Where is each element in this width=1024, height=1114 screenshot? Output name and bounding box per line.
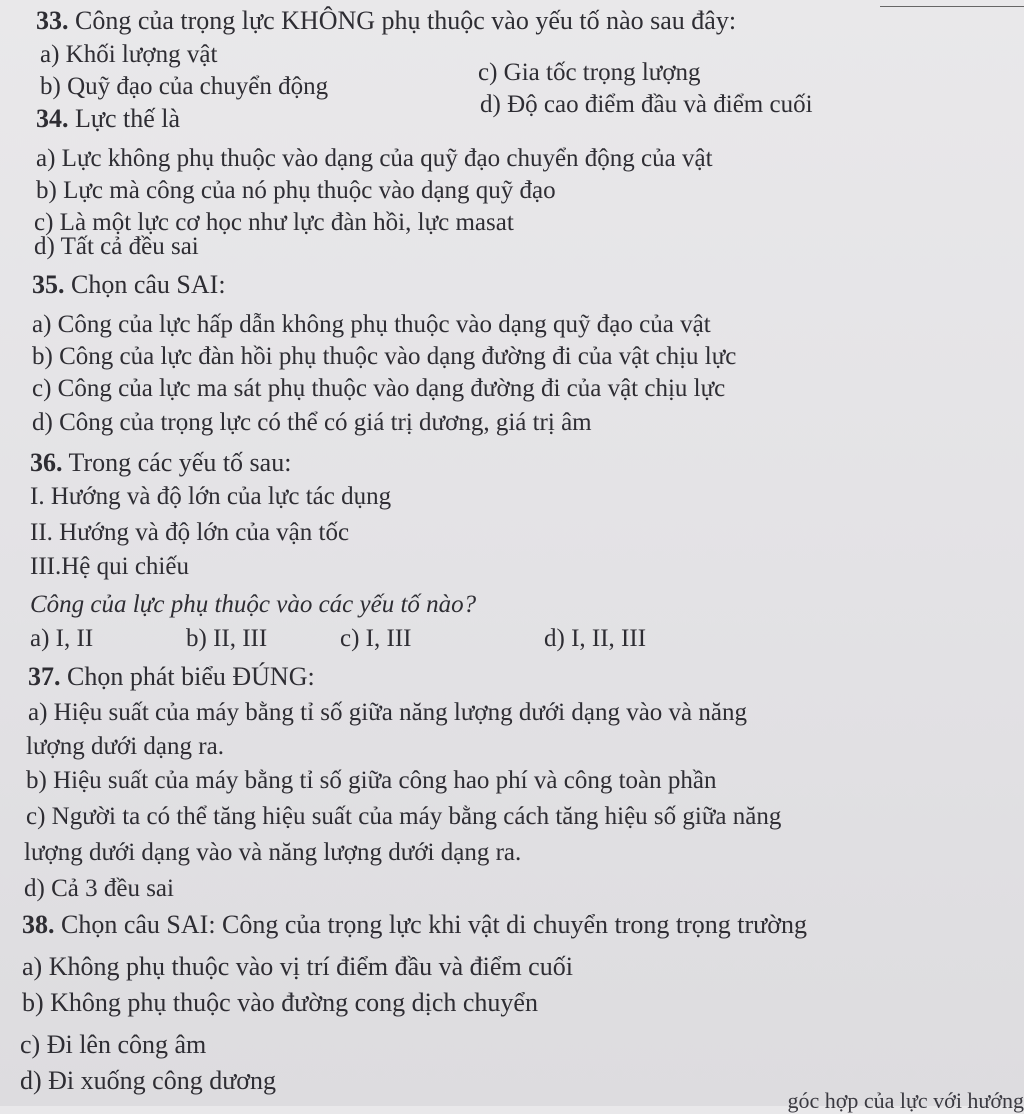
- q38-option-a: a) Không phụ thuộc vào vị trí điểm đầu và điểm cuối: [22, 952, 573, 981]
- q37-option-c-line1: c) Người ta có thể tăng hiệu suất của máy bằng cách tăng hiệu số giữa năng: [26, 803, 782, 830]
- q35-stem: 35. Chọn câu SAI:: [32, 270, 226, 299]
- q34-option-d: d) Tất cả đều sai: [34, 233, 199, 260]
- q35-option-a: a) Công của lực hấp dẫn không phụ thuộc vào dạng quỹ đạo của vật: [32, 311, 711, 338]
- q37-option-c-line2: lượng dưới dạng vào và năng lượng dưới dạng ra.: [24, 839, 522, 866]
- q38-stem: 38. Chọn câu SAI: Công của trọng lực khi vật di chuyển trong trọng trường: [22, 910, 807, 939]
- q36-option-a: a) I, II: [30, 625, 94, 652]
- q36-option-c: c) I, III: [340, 625, 412, 652]
- q33-option-b: b) Quỹ đạo của chuyển động: [40, 73, 329, 100]
- q38-option-d: d) Đi xuống công dương: [20, 1066, 277, 1095]
- q37-option-a-line1: a) Hiệu suất của máy bằng tỉ số giữa năng lượng dưới dạng vào và năng: [28, 699, 747, 726]
- q33-option-a: a) Khối lượng vật: [40, 41, 218, 68]
- q34-option-c: c) Là một lực cơ học như lực đàn hồi, lực masat: [34, 209, 514, 236]
- q38-option-b: b) Không phụ thuộc vào đường cong dịch chuyển: [22, 988, 538, 1017]
- q36-item-2: II. Hướng và độ lớn của vận tốc: [30, 519, 350, 546]
- q36-stem: 36. Trong các yếu tố sau:: [30, 448, 292, 477]
- q35-option-c: c) Công của lực ma sát phụ thuộc vào dạng đường đi của vật chịu lực: [32, 375, 726, 402]
- q36-option-d: d) I, II, III: [544, 625, 647, 652]
- q33-stem: 33. Công của trọng lực KHÔNG phụ thuộc vào yếu tố nào sau đây:: [36, 6, 737, 35]
- q37-option-b: b) Hiệu suất của máy bằng tỉ số giữa công hao phí và công toàn phần: [26, 767, 717, 794]
- q36-option-b: b) II, III: [186, 625, 268, 652]
- q34-stem: 34. Lực thế là: [36, 104, 181, 133]
- q36-item-1: I. Hướng và độ lớn của lực tác dụng: [30, 483, 392, 510]
- q37-option-a-line2: lượng dưới dạng ra.: [26, 733, 224, 760]
- q33-option-d: d) Độ cao điểm đầu và điểm cuối: [480, 91, 813, 118]
- q38-option-c: c) Đi lên công âm: [20, 1030, 207, 1059]
- q34-option-a: a) Lực không phụ thuộc vào dạng của quỹ đạo chuyển động của vật: [36, 145, 713, 172]
- q33-option-c: c) Gia tốc trọng lượng: [478, 59, 701, 86]
- q37-option-d: d) Cả 3 đều sai: [24, 875, 174, 902]
- q37-stem: 37. Chọn phát biểu ĐÚNG:: [28, 662, 315, 691]
- q34-option-b: b) Lực mà công của nó phụ thuộc vào dạng quỹ đạo: [36, 177, 556, 204]
- q36-question: Công của lực phụ thuộc vào các yếu tố nào?: [30, 591, 477, 618]
- top-divider: [880, 6, 1024, 7]
- cutoff-text: góc hợp của lực với hướng: [787, 1088, 1024, 1113]
- q36-item-3: III.Hệ qui chiếu: [30, 553, 189, 580]
- q35-option-b: b) Công của lực đàn hồi phụ thuộc vào dạng đường đi của vật chịu lực: [32, 343, 737, 370]
- q35-option-d: d) Công của trọng lực có thể có giá trị dương, giá trị âm: [32, 409, 592, 436]
